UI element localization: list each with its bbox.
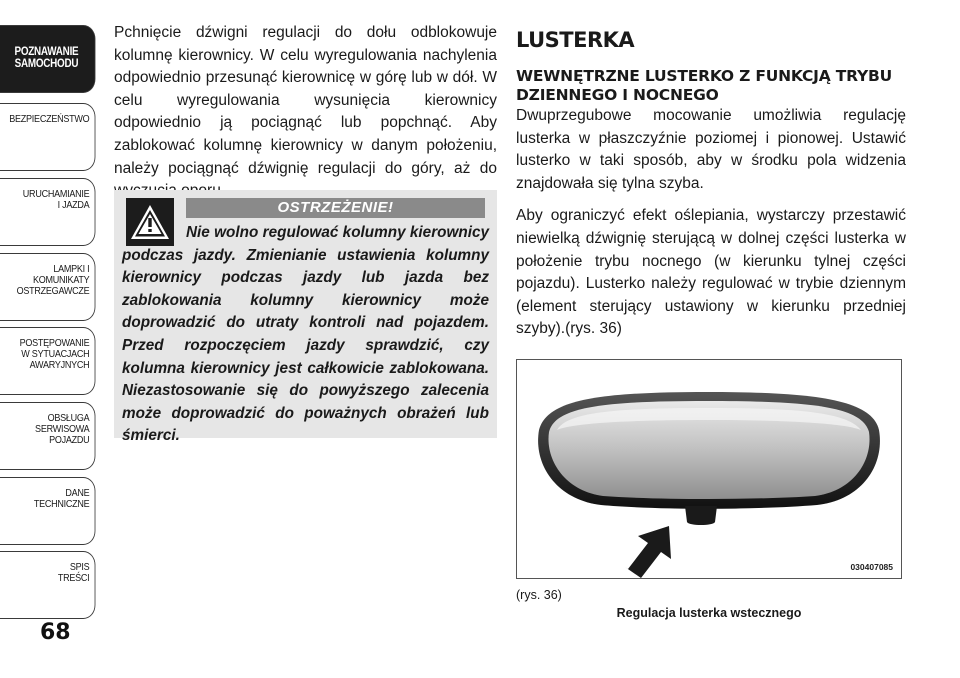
warning-title: OSTRZEŻENIE! bbox=[186, 198, 485, 218]
warning-text: Nie wolno regulować kolumny kierownicy podczas jazdy. Zmienianie ustawienia kolumny kierownicy podczas jazdy lub jazda bez zablokowania kolumny kierownicy może doprowadzić do utraty kontroli nad pojazdem. Przed rozpoczęciem jazdy sprawdzić, czy kolumna kierownicy jest całkowicie zablokowana. Niezastosowanie się do powyższego zalecenia może doprowadzić do poważnych obrażeń lub śmierci. bbox=[122, 224, 489, 445]
tab-uruchamianie-i-jazda[interactable]: URUCHAMIANIE I JAZDA bbox=[0, 178, 95, 246]
steering-adjustment-paragraph: Pchnięcie dźwigni regulacji do dołu odblokowuje kolumnę kierownicy. W celu wyregulowania nachylenia odpowiednio przesunąć kierownicę w górę lub w dół. W celu wyregulowania wysunięcia kierownicy odpowiednio ją pociągnąć lub popchnąć. Aby zablokować kolumnę kierownicy w danym położeniu, należy pociągnąć dźwignię regulacji do góry, aż do bbox=[114, 24, 497, 177]
mirror-paragraph-1: Dwuprzegubowe mocowanie umożliwia regulację lusterka w płaszczyźnie poziomej i pionowej. Ustawić lusterko w taki sposób, aby w środku pola widzenia znajdowała się tylna szyba. bbox=[516, 107, 906, 192]
tab-dane-techniczne[interactable]: DANE TECHNICZNE bbox=[0, 477, 95, 545]
tab-postepowanie-awaryjne[interactable]: POSTĘPOWANIE W SYTUACJACH AWARYJNYCH bbox=[0, 327, 95, 395]
mirror-figure bbox=[516, 359, 902, 579]
figure-code: 030407085 bbox=[850, 562, 893, 572]
warning-box bbox=[114, 190, 497, 445]
page-number: 68 bbox=[40, 620, 71, 645]
mirror-paragraph-2: Aby ograniczyć efekt oślepiania, wystarczy przestawić niewielką dźwignię sterującą w dolnej części lusterka w położenie trybu nocnego (w kierunku tylnej części pojazdu). Lusterko należy regulować w trybie dziennym (element sterujący ustawiony w kierunku przedniej szyby).(rys. 36) bbox=[516, 207, 906, 338]
figure-reference: (rys. 36) bbox=[516, 588, 562, 602]
figure-caption: Regulacja lusterka wstecznego bbox=[616, 606, 802, 620]
right-column bbox=[516, 28, 906, 341]
section-title: LUSTERKA bbox=[516, 28, 635, 52]
rearview-mirror-illustration bbox=[517, 360, 901, 578]
tab-lampki-i-komunikaty[interactable]: LAMPKI I KOMUNIKATY OSTRZEGAWCZE bbox=[0, 253, 95, 321]
tab-poznawanie-samochodu[interactable]: POZNAWANIE SAMOCHODU bbox=[0, 25, 95, 93]
subsection-title: WEWNĘTRZNE LUSTERKO Z FUNKCJĄ TRYBU DZIENNEGO I NOCNEGO bbox=[516, 67, 893, 104]
tab-obsluga-serwisowa[interactable]: OBSŁUGA SERWISOWA POJAZDU bbox=[0, 402, 95, 470]
tab-bezpieczenstwo[interactable]: BEZPIECZEŃSTWO bbox=[0, 103, 95, 171]
left-column bbox=[114, 22, 497, 203]
tab-spis-tresci[interactable]: SPIS TREŚCI bbox=[0, 551, 95, 619]
